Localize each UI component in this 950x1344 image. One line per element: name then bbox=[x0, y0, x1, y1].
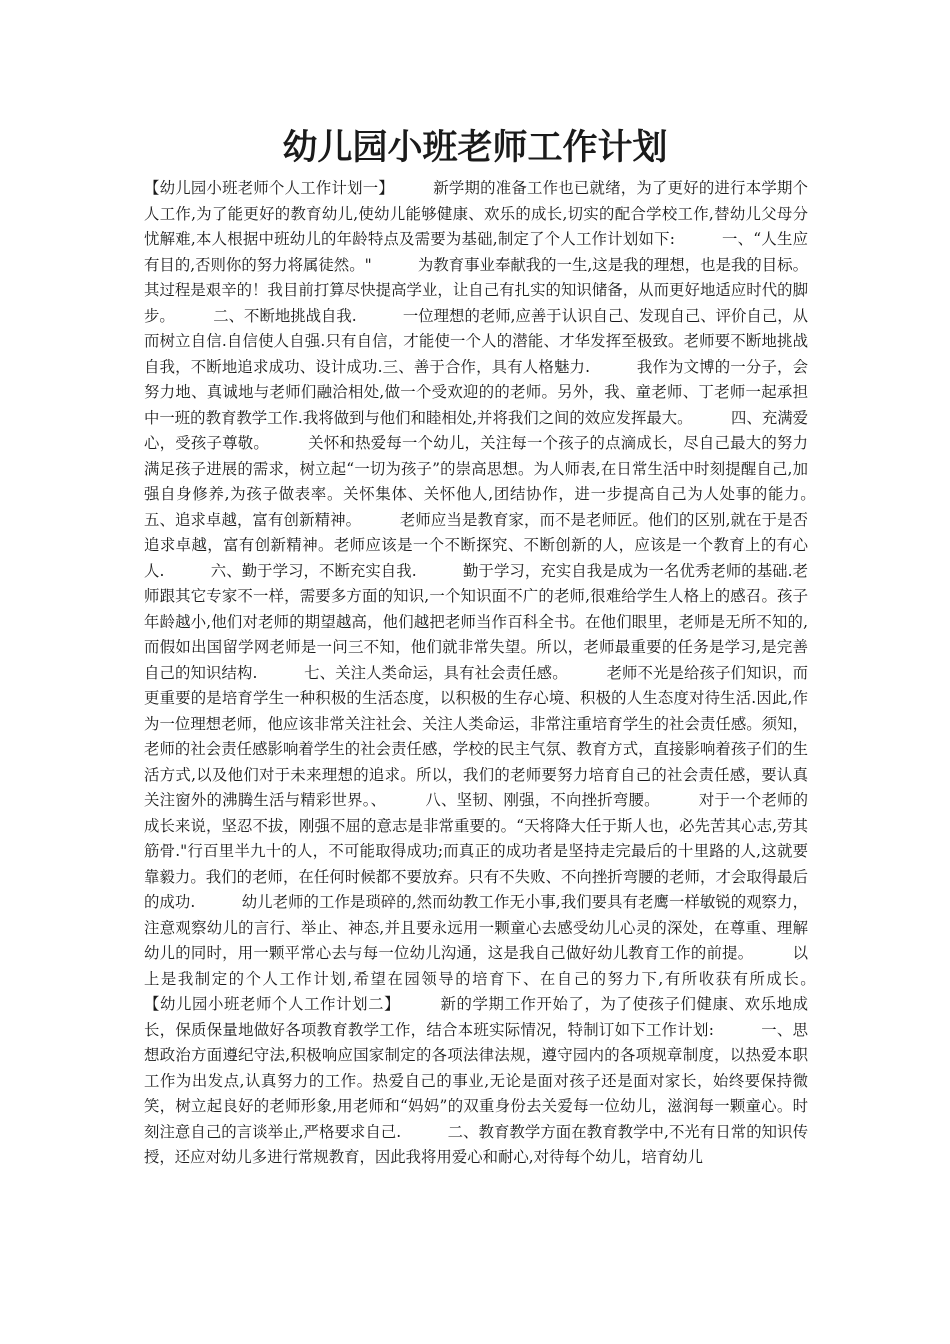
document-title: 幼儿园小班老师工作计划 bbox=[282, 127, 668, 168]
document-body: 【幼儿园小班老师个人工作计划一】 新学期的准备工作也已就绪，为了更好的进行本学期个人工作,为了能更好的教育幼儿,使幼儿能够健康、欢乐的成长,切实的配合学校工作,替幼儿父母分忧解难,本人根据中班幼儿的年龄特点及需要为基础,制定了个人工作计划如下: 一、“人生应有目的,否则你的努力将属徒然。" 为教育事业奉献我的一生,这是我的理想，也是我的目标。其过程是艰辛的！我目前打算尽快提高学业，让自己有扎实的知识储备，从而更好地适应时代的脚步。 二、不断地挑战自我. 一位理想的老师,应善于认识自己、发现自己、评价自己，从而树立自信.自信使人自强.只有自信，才能使一个人的潜能、才华发挥至极致。老师要不断地挑战自我，不断地追求成功、设计成功.三、善于合作，具有人格魅力. 我作为文博的一分子，会努力地、真诚地与老师们融洽相处,做一个受欢迎的的老师。另外，我、童老师、丁老师一起承担中一班的教育教学工作.我将做到与他们和睦相处,并将我们之间的效应发挥最大。 四、充满爱心，受孩子尊敬。 关怀和热爱每一个幼儿，关注每一个孩子的点滴成长，尽自己最大的努力满足孩子进展的需求，树立起“一切为孩子”的崇高思想。为人师表,在日常生活中时刻提醒自己,加强自身修养,为孩子做表率。关怀集体、关怀他人,团结协作，进一步提高自己为人处事的能力。 五、追求卓越，富有创新精神。 老师应当是教育家，而不是老师匠。他们的区别,就在于是否追求卓越，富有创新精神。老师应该是一个不断探究、不断创新的人，应该是一个教育上的有心人. 六、勤于学习，不断充实自我. 勤于学习，充实自我是成为一名优秀老师的基础.老师跟其它专家不一样，需要多方面的知识,一个知识面不广的老师,很难给学生人格上的感召。孩子年龄越小,他们对老师的期望越高，他们越把老师当作百科全书。在他们眼里，老师是无所不知的,而假如出国留学网老师是一问三不知，他们就非常失望。所以，老师最重要的任务是学习,是完善自己的知识结构. 七、关注人类命运，具有社会责任感。 老师不光是给孩子们知识，而更重要的是培育学生一种积极的生活态度，以积极的生存心境、积极的人生态度对待生活.因此,作为一位理想老师，他应该非常关注社会、关注人类命运，非常注重培育学生的社会责任感。须知，老师的社会责任感影响着学生的社会责任感，学校的民主气氛、教育方式，直接影响着孩子们的生活方式,以及他们对于未来理想的追求。所以，我们的老师要努力培育自己的社会责任感，要认真关注窗外的沸腾生活与精彩世界。、 八、坚韧、刚强，不向挫折弯腰。 对于一个老师的成长来说，坚忍不拔，刚强不屈的意志是非常重要的。“天将降大任于斯人也，必先苦其心志,劳其筋骨."行百里半九十的人，不可能取得成功;而真正的成功者是坚持走完最后的十里路的人,这就要靠毅力。我们的老师，在任何时候都不要放弃。只有不失败、不向挫折弯腰的老师，才会取得最后的成功. 幼儿老师的工作是琐碎的,然而幼教工作无小事,我们要具有老鹰一样敏锐的观察力，注意观察幼儿的言行、举止、神态,并且要永远用一颗童心去感受幼儿心灵的深处，在尊重、理解幼儿的同时，用一颗平常心去与每一位幼儿沟通，这是我自己做好幼儿教育工作的前提。 以上是我制定的个人工作计划,希望在园领导的培育下、在自己的努力下,有所收获有所成长。 【幼儿园小班老师个人工作计划二】 新的学期工作开始了，为了使孩子们健康、欢乐地成长，保质保量地做好各项教育教学工作，结合本班实际情况，特制订如下工作计划: 一、思想政治方面遵纪守法,积极响应国家制定的各项法律法规，遵守园内的各项规章制度，以热爱本职工作为出发点,认真努力的工作。热爱自己的事业,无论是面对孩子还是面对家长，始终要保持微笑，树立起良好的老师形象,用老师和“妈妈”的双重身份去关爱每一位幼儿，滋润每一颗童心。时刻注意自己的言谈举止,严格要求自己. 二、教育教学方面在教育教学中,不光有日常的知识传授，还应对幼儿多进行常规教育，因此我将用爱心和耐心,对待每个幼儿，培育幼儿 bbox=[144, 179, 855, 1166]
